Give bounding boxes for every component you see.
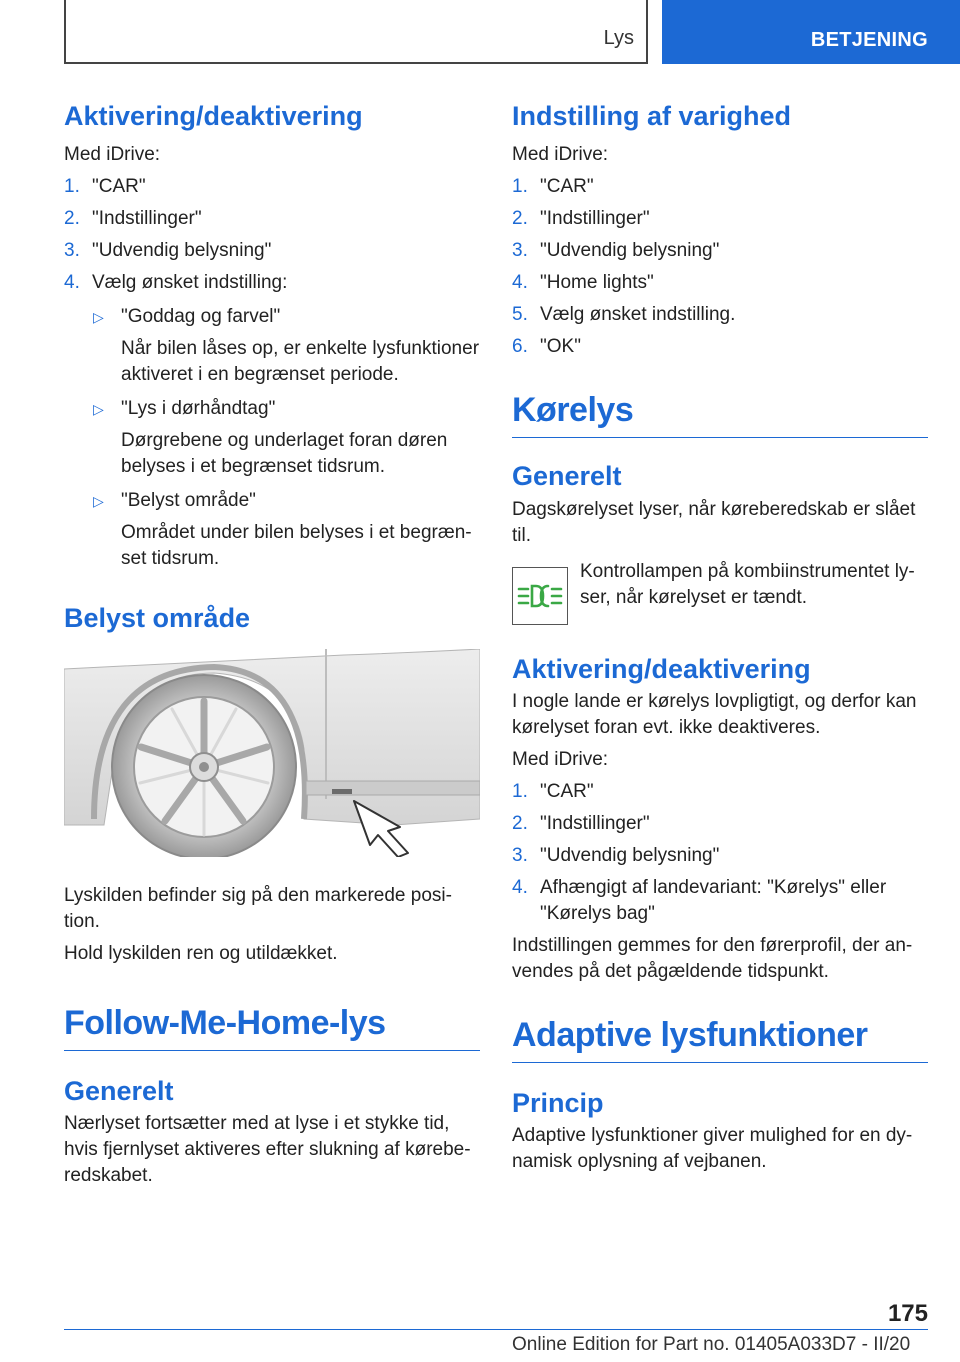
section-title: Lys [603,27,634,49]
adaptive-heading-block [512,1015,928,1063]
list-item: 2. "Indstillinger" [512,812,650,834]
korelys-heading: Kørelys [512,391,634,430]
chapter-tab[interactable] [662,0,960,64]
left-column [64,100,480,1189]
list-item: 3. "Udvendig belysning" [64,240,272,262]
list-item: 5. Vælg ønsket indstilling. [512,304,736,326]
generelt-text: Dagskørelyset lyser, når kørеberedskab er slået til. [512,498,916,546]
activation-intro: Med iDrive: [64,144,161,166]
list-item: 1. "CAR" [64,176,146,198]
activation-heading: Aktivering/deaktivering [64,101,363,131]
triangle-bullet-icon: ▷ [93,401,104,418]
activation-steps [512,779,928,927]
list-item: 4. Vælg ønsket indstilling: ▷ "Goddag og farvel" Når bilen låses op, er enkelte lysfunktioner aktiveret i en begrænset periode. ▷ "Lys i dørhåndtag" Dørgrebene og underlaget foran døren belyses i et begrænset tidsrum. ▷ "Belyst område" Området under bilen belyses i et begræn-set tidsrum. [64,270,480,572]
triangle-bullet-icon: ▷ [93,493,104,510]
generelt-text: Nærlyset fortsætter med at lyse i et stykke tid, hvis fjernlyset aktiveres efter slukning af kørebe-redskabet. [64,1112,471,1186]
princip-heading: Princip [512,1087,604,1118]
option-list [92,304,480,572]
list-item: 1. "CAR" [512,176,594,198]
activation-intro: Med iDrive: [512,748,609,770]
duration-intro: Med iDrive: [512,144,609,166]
list-item: 3. "Udvendig belysning" [512,240,720,262]
list-item: 3. "Udvendig belysning" [512,844,720,866]
option-item: ▷ "Lys i dørhåndtag" Dørgrebene og underlaget foran døren belyses i et begrænset tidsrum. [92,396,480,480]
car-wheel-image [64,649,480,857]
activation-heading: Aktivering/deaktivering [512,653,811,684]
list-item: 4. "Home lights" [512,272,654,294]
indicator-note [512,559,928,625]
korelys-heading-block [512,390,928,438]
right-column [512,100,928,1175]
belyst-text-2: Hold lyskilden ren og utildækket. [64,942,338,964]
follow-heading-block [64,1003,480,1051]
page-number: 175 [887,1300,928,1327]
list-item: 1. "CAR" [512,780,594,802]
activation-text: I nogle lande er kørelys lovpligtigt, og derfor kan kørelyset foran evt. ikke deaktiveres. [512,690,917,738]
list-item: 2. "Indstillinger" [512,208,650,230]
duration-heading: Indstilling af varighed [512,101,792,131]
activation-steps [64,174,480,572]
belyst-heading: Belyst område [64,603,251,634]
generelt-heading: Generelt [64,1075,174,1106]
princip-text: Adaptive lysfunktioner giver mulighed for en dy-namisk oplysning af vejbanen. [512,1125,913,1173]
daytime-running-light-icon [512,567,568,625]
activation-outro: Indstillingen gemmes for den førerprofil, der an-vendes på det pågældende tidspunkt. [512,934,913,982]
list-item: 2. "Indstillinger" [64,208,202,230]
car-wheel-illustration [64,649,480,857]
indicator-note-text: Kontrollampen på kombiinstrumentet ly-ser, når kørelyset er tændt. [580,560,915,608]
adaptive-heading: Adaptive lysfunktioner [512,1015,868,1054]
list-item: 4. Afhængigt af landevariant: "Kørelys" eller "Kørelys bag" [512,876,887,924]
list-item: 6. "OK" [512,336,581,358]
chapter-title: BETJENING [810,29,928,51]
generelt-heading: Generelt [512,461,622,492]
header-frame [64,0,648,64]
option-item: ▷ "Goddag og farvel" Når bilen låses op, er enkelte lysfunktioner aktiveret i en begrænset periode. [92,304,480,388]
belyst-text-1: Lyskilden befinder sig på den markerede posi-tion. [64,884,452,932]
follow-me-home-heading: Follow-Me-Home-lys [64,1003,386,1042]
option-item: ▷ "Belyst område" Området under bilen belyses i et begræn-set tidsrum. [92,488,480,572]
triangle-bullet-icon: ▷ [93,309,104,326]
edition-note: Online Edition for Part no. 01405A033D7 - II/20 [512,1334,911,1355]
duration-steps [512,174,928,360]
footer-rule [64,1329,928,1330]
